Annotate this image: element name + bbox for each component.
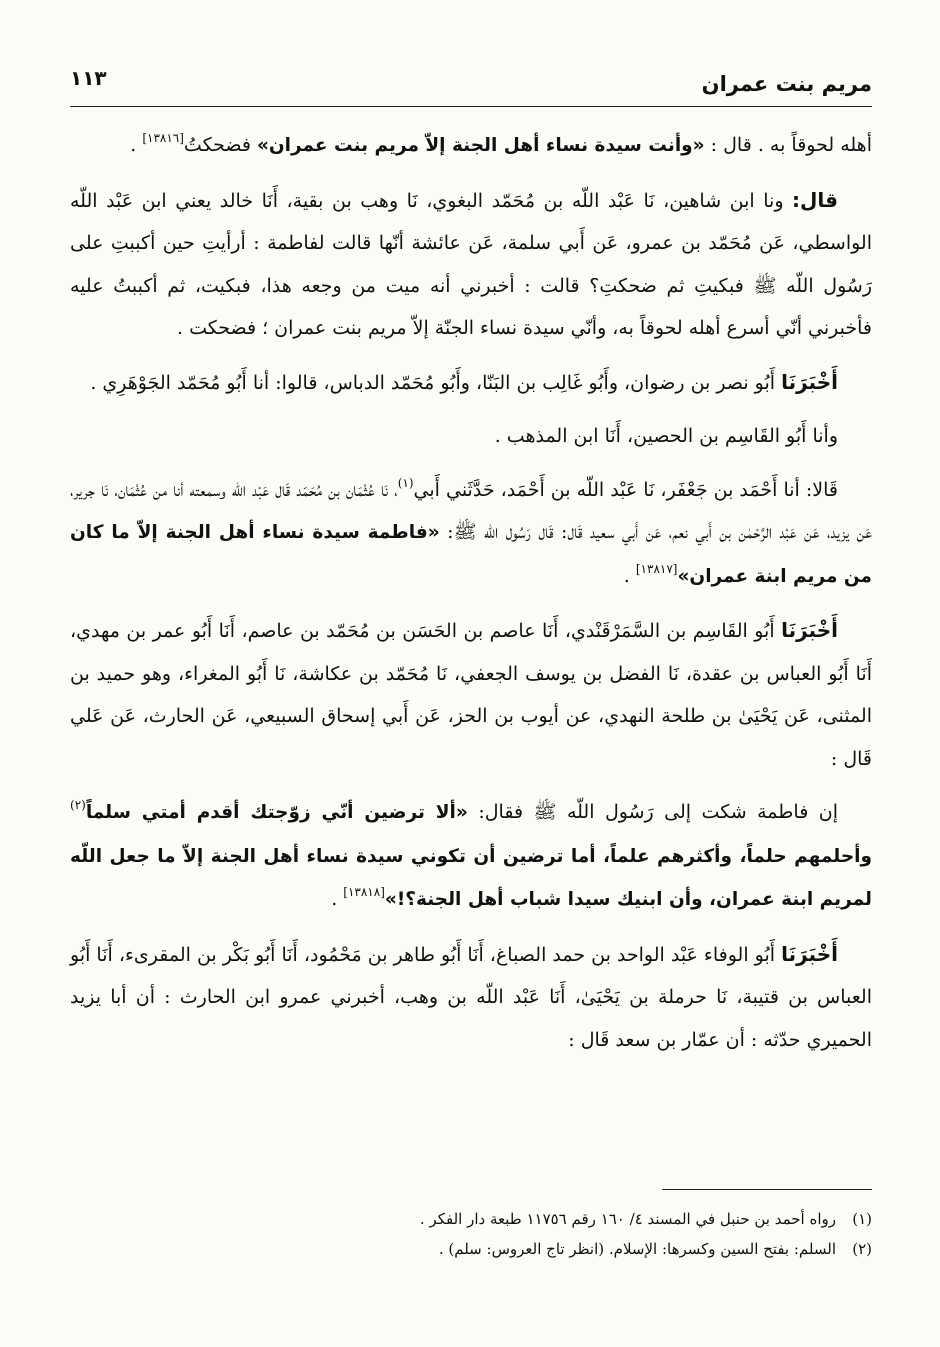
footnote-marker[interactable]: (١) [397, 475, 414, 490]
text-run: . [623, 564, 636, 587]
paragraph-7 [70, 791, 872, 922]
footnote-1 [70, 1204, 872, 1234]
paragraph-3 [70, 361, 872, 405]
chapter-title: مريم بنت عمران [701, 72, 872, 96]
text-run: أهله لحوقاً به . قال : [704, 134, 872, 156]
running-header [70, 58, 872, 107]
hadith-quote: «فاطمة سيدة نساء أهل الجنة إلاّ ما كان من مريم ابنة عمران» [70, 522, 872, 587]
paragraph-lead: أَخْبَرَنَا [781, 369, 838, 394]
paragraph-8 [70, 933, 872, 1062]
hadith-quote: «ألا ترضين أنّي زوّجتك أقدم أمتي سلماً [85, 802, 468, 823]
text-run: فضحكتُ [183, 134, 257, 156]
hadith-quote: وأحلمهم حلماً، وأكثرهم علماً، أما ترضين أن تكوني سيدة نساء أهل الجنة إلاّ ما جعل اللّه لمريم ابنة عمران، وأن ابنيك سيدا شباب أهل الجنة؟!» [70, 845, 872, 910]
paragraph-lead: أَخْبَرَنَا [781, 941, 838, 966]
footnote-number: (٢) [852, 1240, 872, 1258]
paragraph-lead: قال: [792, 187, 838, 212]
text-run: ونا ابن شاهين، نَا عَبْد اللّه بن مُحَمّد البغوي، نَا وهب بن بقية، أَنَا خالد يعني ابن عَبْد اللّه الواسطي، عَن مُحَمّد بن عمرو، عَن أَبي سلمة، عَن عائشة أنّها قالت لفاطمة : أرأيتِ حين أكببتِ على رَسُول اللّه ﷺ فبكيتِ ثم ضحكتِ؟ قالت : أخبرني أنه ميت من وجعه هذا، فبكيت، ثم أكببتُ عليه فأخبرني أنّي أسرع أهله لحوقاً به، وأنّي سيدة نساء الجنّة إلاّ مريم بنت عمران ؛ فضحكت . [70, 189, 872, 339]
hadith-number: [١٣٨١٧] [635, 561, 678, 576]
footnote-marker[interactable]: (٢) [70, 798, 86, 812]
text-run: أَبُو القَاسِم بن السَّمَرْقَنْدي، أَنَا عاصم بن الحَسَن بن مُحَمّد بن عاصم، أَنَا أَبُو عمر بن مهدي، أَنَا أَبُو العباس بن عقدة، نَا الفضل بن يوسف الجعفي، نَا مُحَمّد بن عكاشة، نَا أَبُو المغراء، وهو حميد بن المثنى، عَن يَحْيَىٰ بن طلحة النهدي، عن أيوب بن الحز، عَن أَبي إسحاق السبيعي، عَن الحارث، عَن عَلي قَال : [70, 620, 872, 770]
main-text [70, 124, 872, 1072]
text-run: ، نَا عُثْمَان بن مُحَمّد قَال عَبْد اللّه وسمعته أنا من عُثْمَان، نَا جرير، عَن يزيد، عَن عَبْد الرَّحْمٰن بن أَبي نعم، عَن أَبي سعيد قَال: قَال رَسُول اللّه ﷺ: [70, 478, 872, 543]
paragraph-6 [70, 609, 872, 780]
paragraph-lead: أَخْبَرَنَا [781, 618, 838, 642]
paragraph-5 [70, 469, 872, 599]
text-run: . [331, 888, 344, 910]
footnote-number: (١) [852, 1210, 872, 1228]
page-number: ١١٣ [70, 66, 107, 90]
paragraph-4: وأنا أَبُو القَاسِم بن الحصين، أَنَا ابن المذهب . [494, 425, 838, 447]
paragraph-2 [70, 179, 872, 350]
text-run: أَبُو الوفاء عَبْد الواحد بن حمد الصباغ، أَنَا أَبُو طاهر بن مَحْمُود، أَنَا أَبُو بَكْر بن المقرىء، أَنَا أَبُو العباس بن قتيبة، نَا حرملة بن يَحْيَىٰ، أَنَا عَبْد اللّه بن وهب، أخبرني عمرو ابن الحارث : أن أبا يزيد الحميري حدّثه : أن عمّار بن سعد قَال : [70, 943, 872, 1051]
footnote-2 [70, 1234, 872, 1264]
hadith-quote: «وأنت سيدة نساء أهل الجنة إلاّ مريم بنت عمران» [256, 135, 705, 156]
paragraph-1 [70, 124, 872, 168]
footnote-text: السلم: بفتح السين وكسرها: الإسلام. (انظر تاج العروس: سلم) . [438, 1240, 836, 1258]
text-run: أَبُو نصر بن رضوان، وأَبُو غَالِب بن البَنّا، وأَبُو مُحَمّد الدباس، قالوا: أنا أَبُو مُحَمّد الجَوْهَرِي . [90, 371, 782, 394]
footnote-text: رواه أحمد بن حنبل في المسند ٤/ ١٦٠ رقم ١١٧٥٦ طبعة دار الفكر . [419, 1210, 836, 1228]
text-run: إن فاطمة شكت إلى رَسُول اللّه ﷺ فقال: [467, 801, 838, 823]
footnote-divider [662, 1189, 872, 1190]
text-run: قَالا: أنا أَحْمَد بن جَعْفَر، نَا عَبْد اللّه بن أَحْمَد، حَدَّثَني أَبي [413, 478, 838, 501]
footnotes [70, 1204, 872, 1264]
hadith-number: [١٣٨١٨] [343, 885, 385, 899]
hadith-number: [١٣٨١٦] [142, 131, 184, 145]
text-run: . [130, 134, 143, 156]
